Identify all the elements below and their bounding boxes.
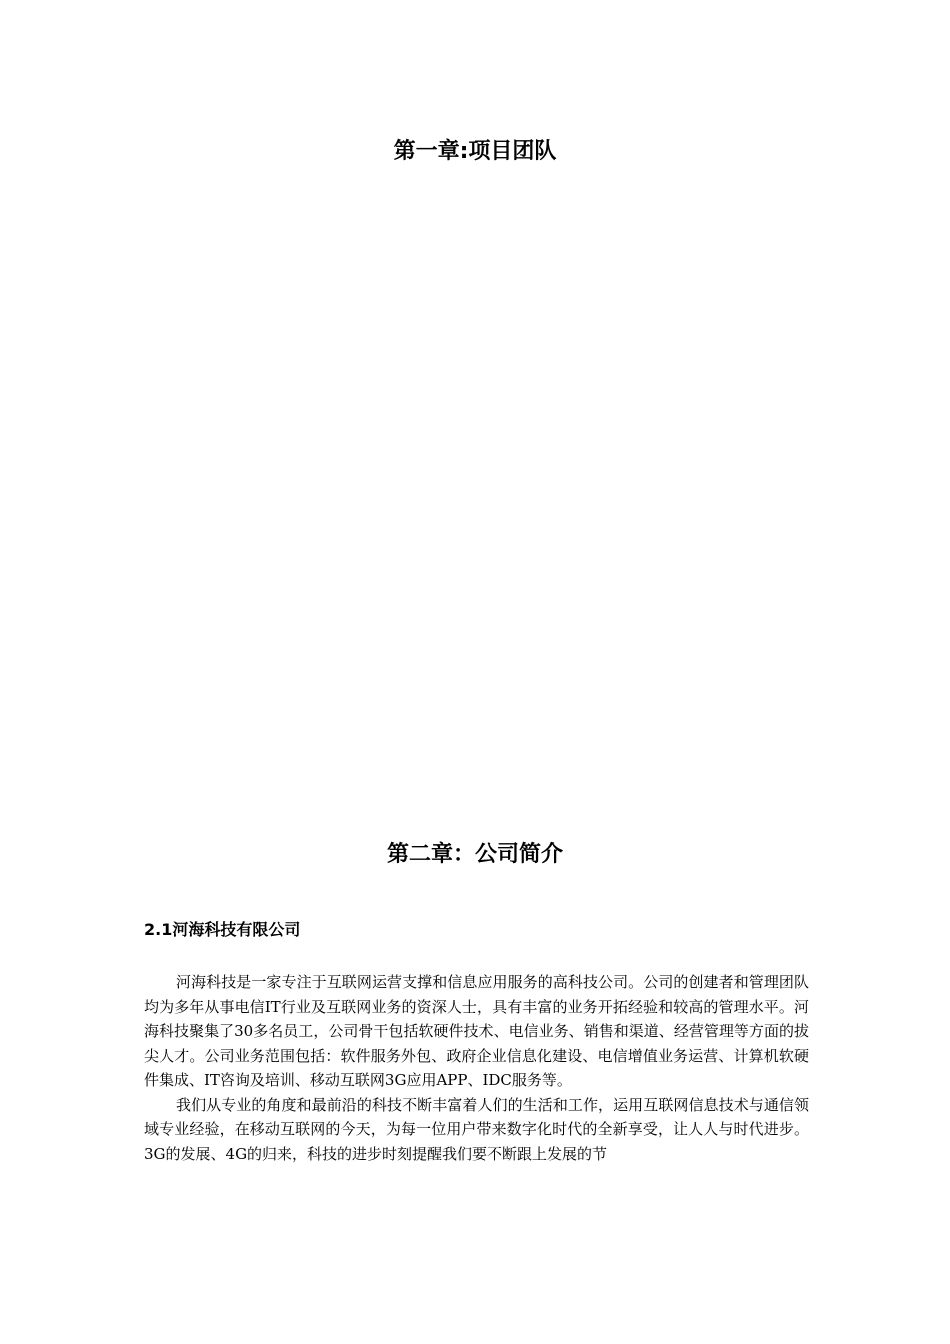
body-paragraph: 河海科技是一家专注于互联网运营支撑和信息应用服务的高科技公司。公司的创建者和管理团队均为多年从事电信IT行业及互联网业务的资深人士，具有丰富的业务开拓经验和较高的管理水平。河海科技聚集了30多名员工，公司骨干包括软硬件技术、电信业务、销售和渠道、经营管理等方面的拔尖人才。公司业务范围包括：软件服务外包、政府企业信息化建设、电信增值业务运营、计算机软硬件集成、IT咨询及培训、移动互联网3G应用APP、IDC服务等。: [144, 973, 809, 1089]
section-heading: 2.1河海科技有限公司: [144, 920, 301, 939]
section-body: [144, 970, 809, 1166]
body-paragraph: 我们从专业的角度和最前沿的科技不断丰富着人们的生活和工作，运用互联网信息技术与通信领域专业经验，在移动互联网的今天，为每一位用户带来数字化时代的全新享受，让人人与时代进步。3G的发展、4G的归来，科技的进步时刻提醒我们要不断跟上发展的节: [144, 1095, 809, 1163]
chapter-2-title: 第二章：公司简介: [386, 842, 563, 867]
chapter-1-title: 第一章:项目团队: [393, 139, 557, 164]
